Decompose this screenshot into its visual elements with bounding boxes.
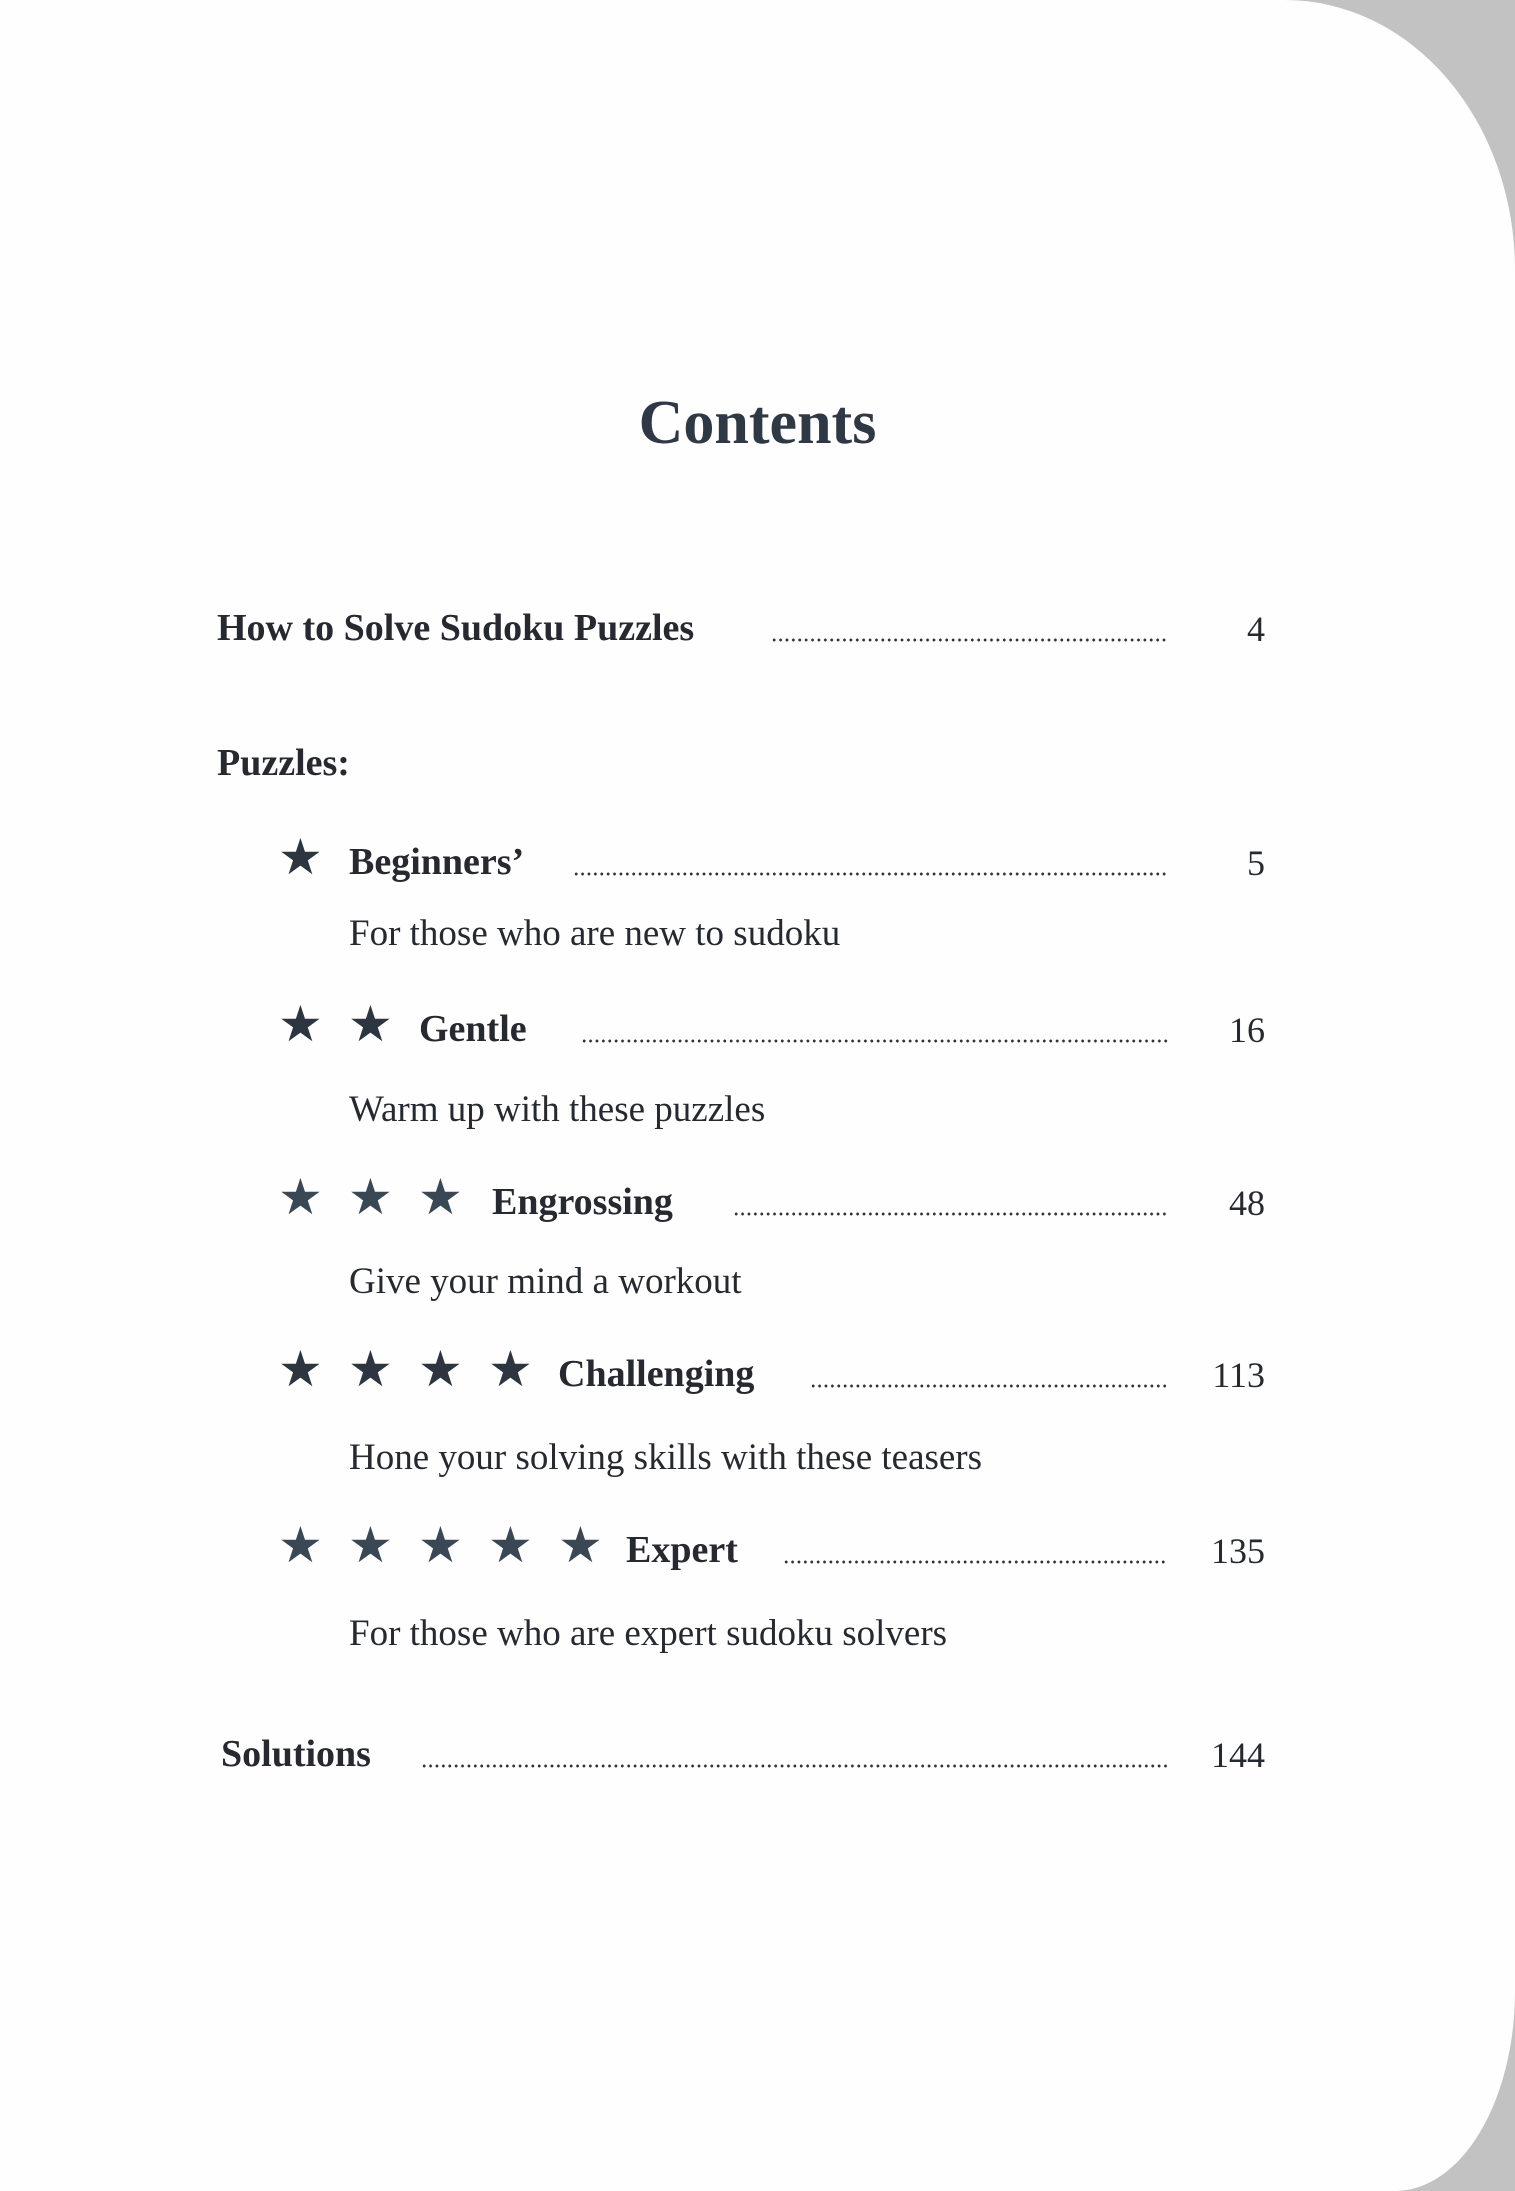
level-description: Give your mind a workout	[349, 1261, 742, 1302]
toc-entry-level[interactable]	[0, 1517, 1515, 1573]
star-icon: ★	[348, 1169, 393, 1225]
star-icon: ★	[418, 1169, 463, 1225]
toc-entry-level[interactable]	[0, 1169, 1515, 1225]
toc-page-number: 144	[1211, 1735, 1265, 1775]
difficulty-stars	[278, 996, 418, 1052]
difficulty-stars	[278, 1341, 558, 1397]
toc-label: Solutions	[221, 1733, 371, 1775]
toc-entry-level[interactable]	[0, 1341, 1515, 1397]
level-description: Warm up with these puzzles	[349, 1089, 766, 1130]
toc-page-number: 48	[1229, 1183, 1265, 1223]
toc-entry-level[interactable]	[0, 996, 1515, 1052]
leader-dots	[810, 1384, 1168, 1388]
leader-dots	[573, 872, 1168, 876]
star-icon: ★	[278, 1169, 323, 1225]
level-description: For those who are new to sudoku	[349, 913, 841, 954]
toc-page-number: 113	[1212, 1355, 1265, 1395]
star-icon: ★	[418, 1341, 463, 1397]
leader-dots	[421, 1764, 1169, 1768]
leader-dots	[581, 1039, 1168, 1043]
star-icon: ★	[278, 829, 323, 885]
star-icon: ★	[558, 1517, 603, 1573]
toc-label: Gentle	[419, 1008, 527, 1050]
page-title: Contents	[638, 389, 877, 457]
star-icon: ★	[418, 1517, 463, 1573]
leader-dots	[733, 1212, 1168, 1216]
toc-label: Challenging	[558, 1353, 755, 1395]
toc-label: Beginners’	[349, 841, 525, 883]
toc-page-number: 16	[1229, 1010, 1265, 1050]
toc-page-number: 4	[1247, 609, 1265, 649]
toc-label: How to Solve Sudoku Puzzles	[217, 607, 695, 649]
toc-entry-how-to-solve[interactable]	[0, 600, 1515, 650]
toc-entry-solutions[interactable]	[0, 1726, 1515, 1776]
star-icon: ★	[278, 1517, 323, 1573]
puzzles-heading-row	[0, 735, 1515, 785]
star-icon: ★	[278, 1341, 323, 1397]
toc-entry-level[interactable]	[0, 829, 1515, 885]
difficulty-stars	[278, 1517, 628, 1573]
star-icon: ★	[348, 996, 393, 1052]
toc-page-number: 5	[1247, 843, 1265, 883]
difficulty-stars	[278, 829, 348, 885]
leader-dots	[783, 1560, 1168, 1564]
star-icon: ★	[348, 1341, 393, 1397]
difficulty-stars	[278, 1169, 488, 1225]
star-icon: ★	[348, 1517, 393, 1573]
level-description: For those who are expert sudoku solvers	[349, 1613, 948, 1654]
toc-label: Engrossing	[492, 1181, 673, 1223]
leader-dots	[771, 638, 1167, 642]
toc-page-number: 135	[1211, 1531, 1265, 1571]
star-icon: ★	[278, 996, 323, 1052]
star-icon: ★	[488, 1341, 533, 1397]
star-icon: ★	[488, 1517, 533, 1573]
puzzles-heading: Puzzles:	[217, 742, 350, 784]
toc-label: Expert	[626, 1529, 738, 1571]
level-description: Hone your solving skills with these teasers	[349, 1437, 983, 1478]
